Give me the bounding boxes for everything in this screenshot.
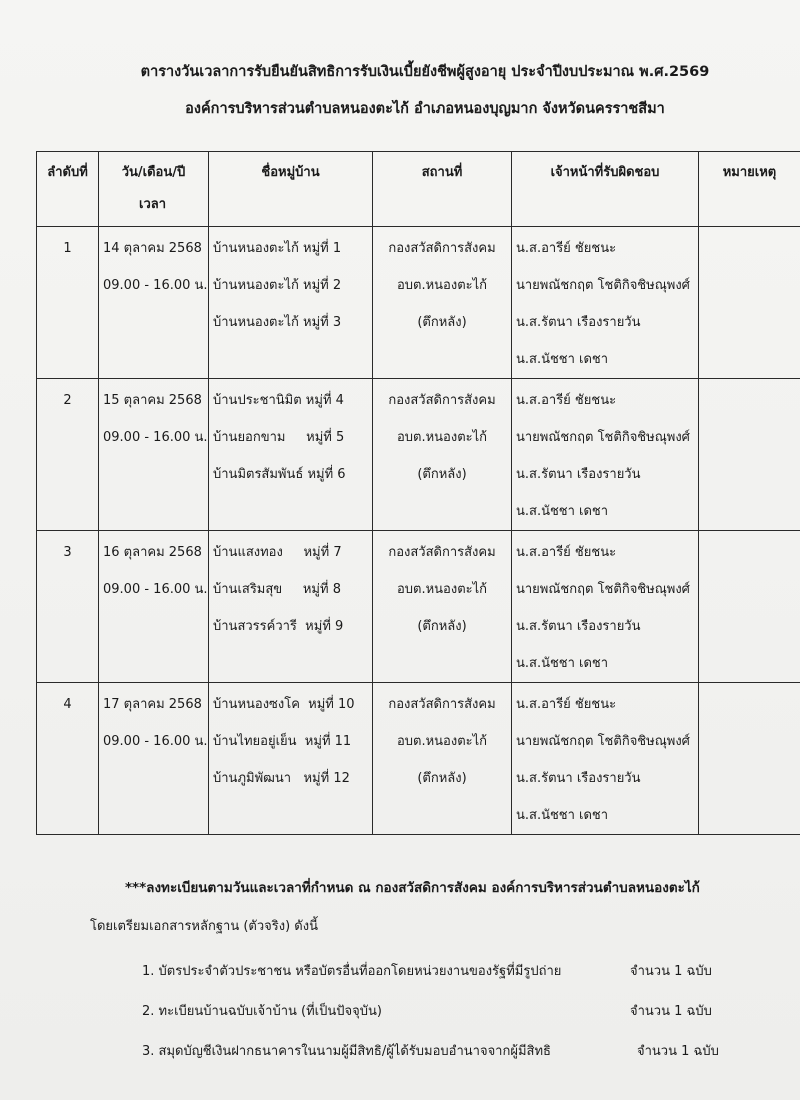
document-item: 2. ทะเบียนบ้านฉบับเจ้าบ้าน (ที่เป็นปัจจุบัน) (142, 1004, 382, 1019)
date-cell: 14 ตุลาคม 2568 09.00 - 16.00 น. (99, 227, 209, 379)
document-item: 1. บัตรประจำตัวประชาชน หรือบัตรอื่นที่ออกโดยหน่วยงานของรัฐที่มีรูปถ่าย (142, 964, 562, 979)
village-cell: บ้านหนองตะไก้ หมู่ที่ 1 บ้านหนองตะไก้ หมู่ที่ 2 บ้านหนองตะไก้ หมู่ที่ 3 (209, 227, 373, 379)
table-row (37, 379, 800, 531)
order-cell: 4 (37, 683, 99, 835)
table-row (37, 227, 800, 379)
order-cell: 2 (37, 379, 99, 531)
document-quantity: จำนวน 1 ฉบับ (637, 1044, 719, 1059)
header-remark: หมายเหตุ (699, 152, 800, 227)
order-cell: 3 (37, 531, 99, 683)
staff-cell: น.ส.อารีย์ ชัยชนะ นายพณัชกฤต โชติกิจชิษณุพงศ์ น.ส.รัตนา เรืองรายวัน น.ส.นัชชา เดชา (512, 683, 699, 835)
header-village: ชื่อหมู่บ้าน (209, 152, 373, 227)
place-cell: กองสวัสดิการสังคม อบต.หนองตะไก้ (ตึกหลัง) (373, 683, 512, 835)
header-staff: เจ้าหน้าที่รับผิดชอบ (512, 152, 699, 227)
registration-note: ***ลงทะเบียนตามวันและเวลาที่กำหนด ณ กองสวัสดิการสังคม องค์การบริหารส่วนตำบลหนองตะไก้ (125, 880, 700, 896)
remark-cell (699, 683, 800, 835)
place-cell: กองสวัสดิการสังคม อบต.หนองตะไก้ (ตึกหลัง) (373, 531, 512, 683)
staff-cell: น.ส.อารีย์ ชัยชนะ นายพณัชกฤต โชติกิจชิษณุพงศ์ น.ส.รัตนา เรืองรายวัน น.ส.นัชชา เดชา (512, 531, 699, 683)
document-title: ตารางวันเวลาการรับยืนยันสิทธิการรับเงินเบี้ยยังชีพผู้สูงอายุ ประจำปีงบประมาณ พ.ศ.2569 (140, 64, 710, 80)
remark-cell (699, 379, 800, 531)
date-cell: 17 ตุลาคม 2568 09.00 - 16.00 น. (99, 683, 209, 835)
village-cell: บ้านแสงทอง หมู่ที่ 7 บ้านเสริมสุข หมู่ที่ 8 บ้านสวรรค์วารี หมู่ที่ 9 (209, 531, 373, 683)
village-cell: บ้านประชานิมิต หมู่ที่ 4 บ้านยอกขาม หมู่ที่ 5 บ้านมิตรสัมพันธ์ หมู่ที่ 6 (209, 379, 373, 531)
staff-cell: น.ส.อารีย์ ชัยชนะ นายพณัชกฤต โชติกิจชิษณุพงศ์ น.ส.รัตนา เรืองรายวัน น.ส.นัชชา เดชา (512, 227, 699, 379)
header-order: ลำดับที่ (37, 152, 99, 227)
document-quantity: จำนวน 1 ฉบับ (630, 964, 712, 979)
header-place: สถานที่ (373, 152, 512, 227)
date-cell: 15 ตุลาคม 2568 09.00 - 16.00 น. (99, 379, 209, 531)
table-header-row (37, 152, 800, 227)
table-row (37, 531, 800, 683)
remark-cell (699, 531, 800, 683)
document-item: 3. สมุดบัญชีเงินฝากธนาคารในนามผู้มีสิทธิ/ผู้ได้รับมอบอำนาจจากผู้มีสิทธิ (142, 1044, 551, 1059)
date-cell: 16 ตุลาคม 2568 09.00 - 16.00 น. (99, 531, 209, 683)
place-cell: กองสวัสดิการสังคม อบต.หนองตะไก้ (ตึกหลัง) (373, 379, 512, 531)
table-row (37, 683, 800, 835)
place-cell: กองสวัสดิการสังคม อบต.หนองตะไก้ (ตึกหลัง) (373, 227, 512, 379)
document-subtitle: องค์การบริหารส่วนตำบลหนองตะไก้ อำเภอหนองบุญมาก จังหวัดนครราชสีมา (185, 101, 665, 117)
staff-cell: น.ส.อารีย์ ชัยชนะ นายพณัชกฤต โชติกิจชิษณุพงศ์ น.ส.รัตนา เรืองรายวัน น.ส.นัชชา เดชา (512, 379, 699, 531)
order-cell: 1 (37, 227, 99, 379)
remark-cell (699, 227, 800, 379)
document-quantity: จำนวน 1 ฉบับ (630, 1004, 712, 1019)
header-date: วัน/เดือน/ปี เวลา (99, 152, 209, 227)
schedule-table (36, 151, 800, 835)
prepare-documents-text: โดยเตรียมเอกสารหลักฐาน (ตัวจริง) ดังนี้ (90, 919, 318, 934)
village-cell: บ้านหนองซงโค หมู่ที่ 10 บ้านไทยอยู่เย็น หมู่ที่ 11 บ้านภูมิพัฒนา หมู่ที่ 12 (209, 683, 373, 835)
